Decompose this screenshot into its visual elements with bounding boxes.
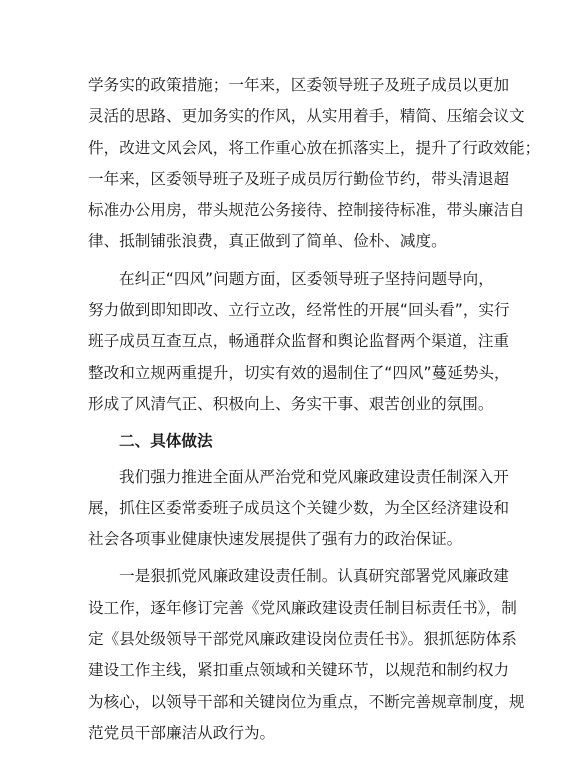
text-line: 建设工作主线，紧扣重点领域和关键环节，以规范和制约权力 (88, 661, 510, 680)
text-line: 一是狠抓党风廉政建设责任制。认真研究部署党风廉政建 (119, 567, 509, 586)
text-line: 灵活的思路、更加务实的作风，从实用着手，精简、压缩会议文 (88, 107, 525, 126)
text-line: 定《县处级领导干部党风廉政建设岗位责任书》。狠抓惩防体系 (88, 630, 517, 649)
text-line: 学务实的政策措施；一年来，区委领导班子及班子成员以更加 (88, 76, 510, 94)
text-line: 努力做到即知即改、立行立改，经常性的开展“回头看”，实行 (88, 301, 510, 320)
paragraph-intro (88, 462, 510, 556)
text-line: 班子成员互查互点，畅通群众监督和舆论监督两个渠道，注重 (88, 332, 510, 351)
text-line: 律、抵制铺张浪费，真正做到了简单、俭朴、减度。 (88, 232, 447, 251)
text-line: 范党员干部廉洁从政行为。 (88, 723, 276, 742)
text-line: 我们强力推进全面从严治党和党风廉政建设责任制深入开 (119, 467, 509, 486)
text-line: 标准办公用房，带头规范公务接待、控制接待标准，带头廉洁自 (88, 201, 525, 220)
section-heading: 二、具体做法 (119, 432, 213, 451)
text-line: 展，抓住区委常委班子成员这个关键少数，为全区经济建设和 (88, 498, 510, 517)
paragraph-measure-one (88, 561, 525, 749)
text-line: 形成了风清气正、积极向上、务实干事、艰苦创业的氛围。 (88, 394, 494, 413)
text-line: 件，改进文风会风，将工作重心放在抓落实上，提升了行政效能； (88, 138, 541, 157)
paragraph-continuation (88, 70, 541, 258)
text-line: 一年来，区委领导班子及班子成员厉行勤俭节约，带头清退超 (88, 169, 510, 188)
paragraph-four-winds (88, 264, 510, 420)
text-line: 设工作，逐年修订完善《党风廉政建设责任制目标责任书》，制 (88, 598, 517, 617)
document-body (88, 70, 541, 755)
text-line: 为核心，以领导干部和关键岗位为重点，不断完善规章制度，规 (88, 692, 525, 711)
text-line: 在纠正“四风”问题方面，区委领导班子坚持问题导向， (119, 269, 494, 288)
text-line: 社会各项事业健康快速发展提供了强有力的政治保证。 (88, 530, 463, 549)
text-line: 整改和立规两重提升，切实有效的遏制住了“四风”蔓延势头， (88, 363, 510, 382)
